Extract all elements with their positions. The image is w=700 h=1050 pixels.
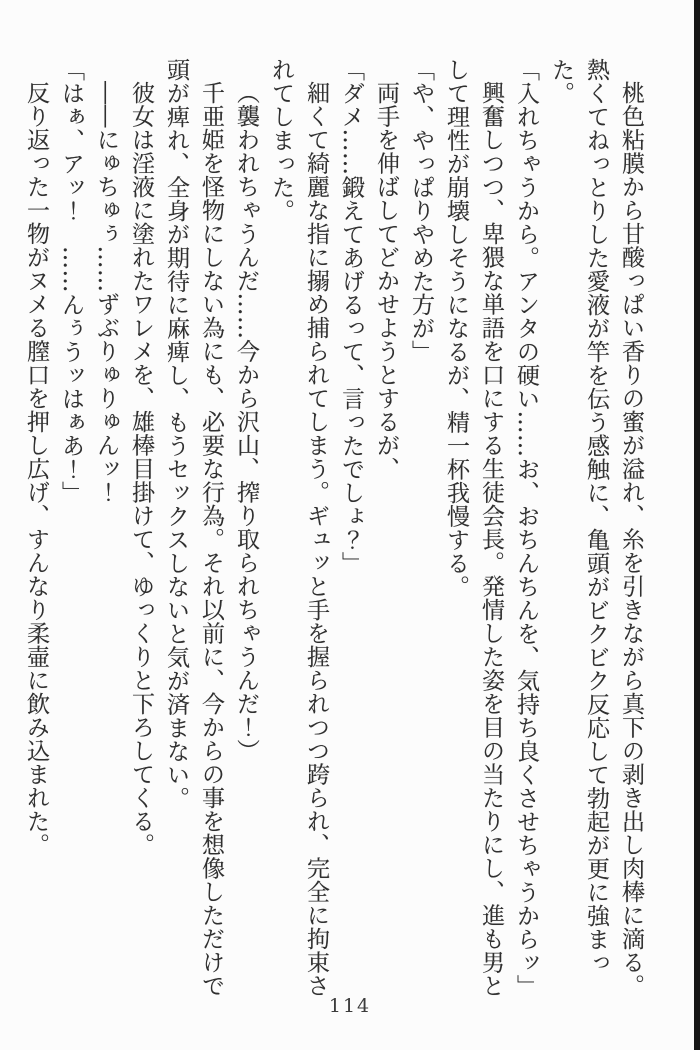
- text-column: （襲われちゃうんだ……今から沢山、搾り取られちゃうんだ！）: [233, 81, 259, 763]
- vertical-text-block: [18, 58, 648, 1014]
- text-column: 「はぁ、アッ！ ……んぅうッはぁあ！」: [58, 58, 84, 505]
- scan-edge-shadow: [694, 0, 700, 1050]
- text-column: 「ダメ……鍛えてあげるって、言ったでしょ？」: [338, 58, 364, 575]
- text-column: 桃色粘膜から甘酸っぱい香りの蜜が溢れ、糸を引きながら真下の剥き出し肉棒に滴る。: [618, 81, 644, 998]
- text-column: 反り返った一物がヌメる膣口を押し広げ、すんなり柔壷に飲み込まれた。: [23, 81, 49, 857]
- text-column: 彼女は淫液に塗れたワレメを、雄棒目掛けて、ゆっくりと下ろしてくる。: [128, 81, 154, 857]
- text-column: 「入れちゃうから。アンタの硬い……お、おちんちんを、気持ち良くさせちゃうからッ」: [513, 58, 539, 998]
- text-column: 千亜姫を怪物にしない為にも、必要な行為。それ以前に、今からの事を想像しただけで: [198, 81, 224, 998]
- text-column: 興奮しつつ、卑猥な単語を口にする生徒会長。発情した姿を目の当たりにし、進も男と: [478, 81, 504, 998]
- text-column: 両手を伸ばしてどかせようとするが、: [373, 81, 399, 481]
- text-column: 熱くてねっとりした愛液が竿を伝う感触に、亀頭がビクビク反応して勃起が更に強まった。: [548, 58, 609, 975]
- text-column: して理性が崩壊しそうになるが、精一杯我慢する。: [443, 58, 469, 599]
- text-column: れてしまった。: [268, 58, 294, 223]
- text-column: ――にゅちゅぅ……ずぶりゅりゅんッ！: [93, 81, 119, 504]
- text-column: 頭が痺れ、全身が期待に麻痺し、もうセックスしないと気が済まない。: [163, 58, 189, 810]
- text-column: 「や、やっぱりやめた方が」: [408, 58, 434, 364]
- page-number: 114: [328, 995, 372, 1017]
- text-column: 細くて綺麗な指に搦め捕られてしまう。ギュッと手を握られつつ跨られ、完全に拘束さ: [303, 81, 329, 998]
